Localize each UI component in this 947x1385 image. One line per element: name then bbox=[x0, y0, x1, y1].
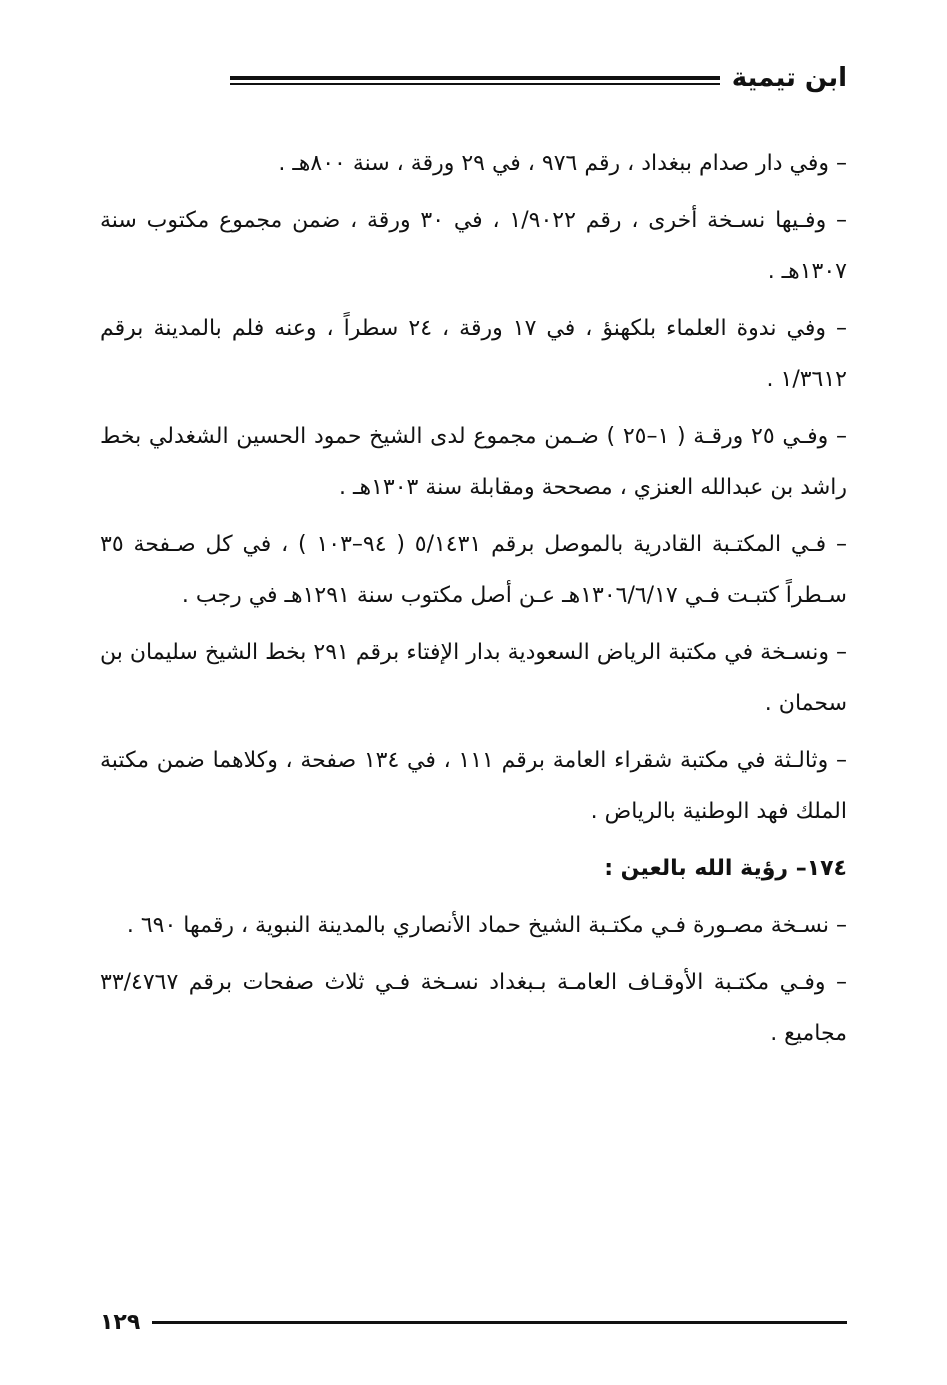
running-header-title: ابن تيمية bbox=[731, 63, 847, 93]
paragraph-2: – وفـيها نسـخة أخرى ، رقم ١/٩٠٢٢ ، في ٣٠ ورقة ، ضمن مجموع مكتوب سنة ١٣٠٧هـ . bbox=[100, 208, 847, 284]
paragraph-3: – وفي ندوة العلماء بلكهنؤ ، في ١٧ ورقة ، ٢٤ سطراً ، وعنه فلم بالمدينة برقم ١/٣٦١٢ . bbox=[100, 316, 847, 392]
paragraph-4: – وفـي ٢٥ ورقـة ( ١–٢٥ ) ضـمن مجموع لدى الشيخ حمود الحسين الشغدلي بخط راشد بن عبدالله العنزي ، مصححة ومقابلة سنة ١٣٠٣هـ . bbox=[100, 424, 848, 500]
section-heading-174: ١٧٤– رؤية الله بالعين : bbox=[604, 856, 847, 881]
header-double-rule bbox=[230, 76, 720, 85]
paragraph-8: – نسـخة مصـورة فـي مكتـبة الشيخ حماد الأنصاري بالمدينة النبوية ، رقمها ٦٩٠ . bbox=[126, 913, 847, 938]
running-header bbox=[230, 58, 847, 98]
paragraph-1: – وفي دار صدام ببغداد ، رقم ٩٧٦ ، في ٢٩ ورقة ، سنة ٨٠٠هـ . bbox=[278, 151, 847, 176]
paragraph-7: – وثالـثة في مكتبة شقراء العامة برقم ١١١ ، في ١٣٤ صفحة ، وكلاهما ضمن مكتبة الملك فهد الوطنية بالرياض . bbox=[100, 748, 848, 824]
page-footer bbox=[100, 1307, 847, 1337]
footer-rule bbox=[152, 1321, 847, 1324]
paragraph-9: – وفـي مكتـبة الأوقـاف العامـة بـبغداد نسـخة فـي ثلاث صفحات برقم ٣٣/٤٧٦٧ مجاميع . bbox=[100, 970, 847, 1046]
page-number: ١٢٩ bbox=[100, 1309, 141, 1335]
page-body bbox=[100, 138, 847, 1065]
paragraph-6: – ونسـخة في مكتبة الرياض السعودية بدار الإفتاء برقم ٢٩١ بخط الشيخ سليمان بن سحمان . bbox=[100, 640, 847, 716]
paragraph-5: – فـي المكتـبة القادرية بالموصل برقم ٥/١٤٣١ ( ٩٤–١٠٣ ) ، في كل صـفحة ٣٥ سـطراً كتبـت فـي ١٣٠٦/٦/١٧هـ عـن أصل مكتوب سنة ١٢٩١هـ في رجب . bbox=[100, 532, 848, 608]
